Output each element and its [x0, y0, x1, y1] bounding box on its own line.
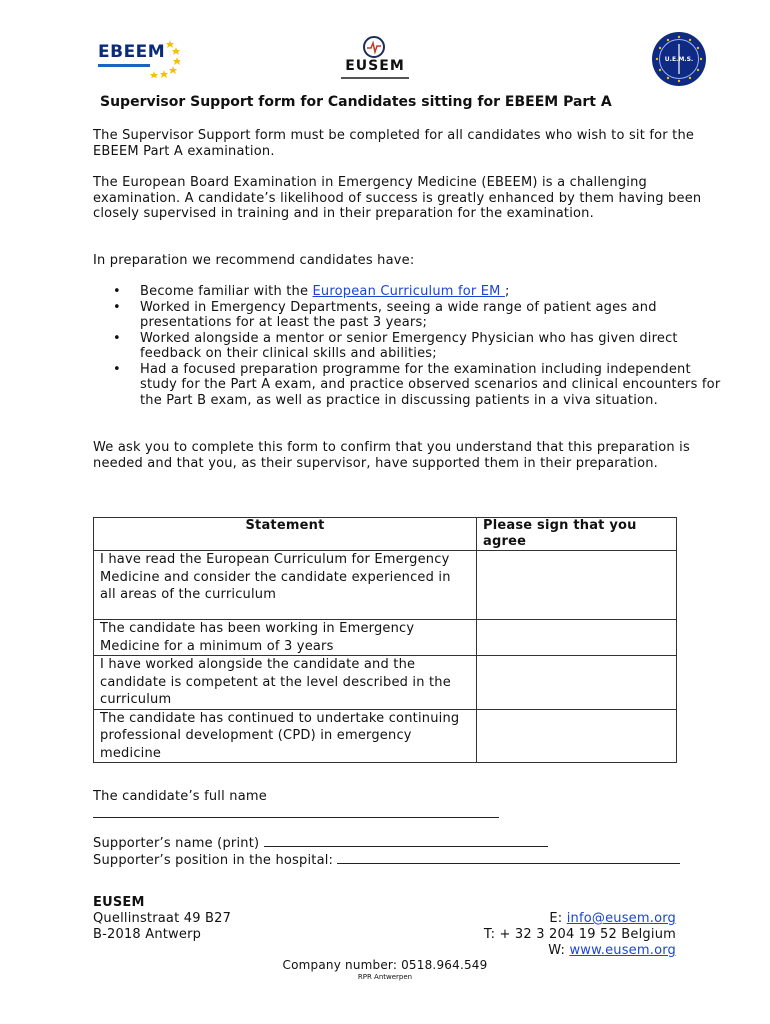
table-row — [94, 620, 677, 656]
footer-address-line2: B-2018 Antwerp — [93, 927, 202, 942]
website-link[interactable]: www.eusem.org — [569, 943, 676, 958]
list-item: • Worked in Emergency Departments, seeing a wide range of patient ages and presentations for at least the past 3 years; — [113, 299, 657, 330]
footer-address — [93, 895, 231, 943]
statement-header: Statement — [94, 518, 477, 551]
supporter-position-label: Supporter’s position in the hospital: — [93, 853, 334, 868]
confirm-paragraph: We ask you to complete this form to confirm that you understand that this preparation is needed and that you, as their supervisor, have supported them in their preparation. — [93, 440, 690, 471]
email-link[interactable]: info@eusem.org — [566, 911, 676, 926]
list-item: • Worked alongside a mentor or senior Emergency Physician who has given direct feedback on their clinical skills and abilities; — [113, 330, 678, 361]
company-number: Company number: 0518.964.549 — [282, 958, 488, 972]
intro-paragraph: The Supervisor Support form must be completed for all candidates who wish to sit for the EBEEM Part A examination. — [93, 128, 695, 159]
curriculum-link[interactable]: European Curriculum for EM — [312, 284, 505, 299]
candidate-name-input[interactable] — [93, 805, 499, 818]
statement-cell: I have worked alongside the candidate and the candidate is competent at the level described in the curriculum — [94, 656, 477, 710]
supporter-position-input[interactable] — [337, 852, 680, 864]
footer-contact: E: info@eusem.org T: + 32 3 204 19 52 Belgium W: www.eusem.org — [483, 911, 676, 958]
footer-address-line1: Quellinstraat 49 B27 — [93, 911, 232, 926]
page-title: Supervisor Support form for Candidates sitting for EBEEM Part A — [100, 94, 612, 110]
recommendation-list — [113, 284, 723, 408]
table-row — [94, 656, 677, 710]
table-row — [94, 709, 677, 763]
stars-icon — [146, 38, 180, 78]
supporter-fields — [93, 835, 680, 869]
supporter-name-label: Supporter’s name (print) — [93, 836, 260, 851]
statement-cell: I have read the European Curriculum for Emergency Medicine and consider the candidate experienced in all areas of the curriculum — [94, 551, 477, 620]
signature-cell[interactable] — [477, 620, 677, 656]
bullet-icon: • — [113, 299, 121, 315]
statement-table — [93, 517, 677, 763]
candidate-name-field — [93, 789, 499, 818]
list-item: • Had a focused preparation programme for the examination including independent study for the Part A exam, and practice observed scenarios and clinical encounters for the Part B exam, as well as practice in discussing patients in a viva situation. — [113, 361, 721, 408]
recommend-intro: In preparation we recommend candidates have: — [93, 253, 415, 268]
eusem-logo-text: EUSEM — [345, 58, 405, 74]
signature-cell[interactable] — [477, 656, 677, 710]
signature-cell[interactable] — [477, 709, 677, 763]
signature-header: Please sign that you agree — [477, 518, 677, 551]
footer-phone: T: + 32 3 204 19 52 Belgium — [483, 927, 676, 942]
eusem-emblem-icon — [363, 36, 385, 58]
list-item: • Become familiar with the European Curriculum for EM ; — [113, 284, 510, 299]
bullet-icon: • — [113, 330, 121, 346]
supporter-name-input[interactable] — [264, 835, 548, 847]
uems-logo — [652, 32, 706, 86]
bullet-icon: • — [113, 284, 121, 299]
uems-logo-text: U.E.M.S. — [664, 56, 694, 63]
bullet-icon: • — [113, 361, 121, 377]
footer-org: EUSEM — [93, 895, 145, 910]
table-header-row — [94, 518, 677, 551]
signature-cell[interactable] — [477, 551, 677, 620]
ebeem-logo — [98, 36, 178, 80]
statement-cell: The candidate has continued to undertake continuing professional development (CPD) in emergency medicine — [94, 709, 477, 763]
candidate-name-label: The candidate’s full name — [93, 789, 267, 804]
rpr-text: RPR Antwerpen — [357, 973, 413, 981]
table-row — [94, 551, 677, 620]
ebeem-logo-text: EBEEM — [98, 42, 166, 62]
statement-cell: The candidate has been working in Emergency Medicine for a minimum of 3 years — [94, 620, 477, 656]
eusem-logo — [335, 36, 415, 82]
exam-description-paragraph: The European Board Examination in Emergency Medicine (EBEEM) is a challenging examination. A candidate’s likelihood of success is greatly enhanced by them having been closely supervised in training and in their preparation for the examination. — [93, 175, 702, 221]
